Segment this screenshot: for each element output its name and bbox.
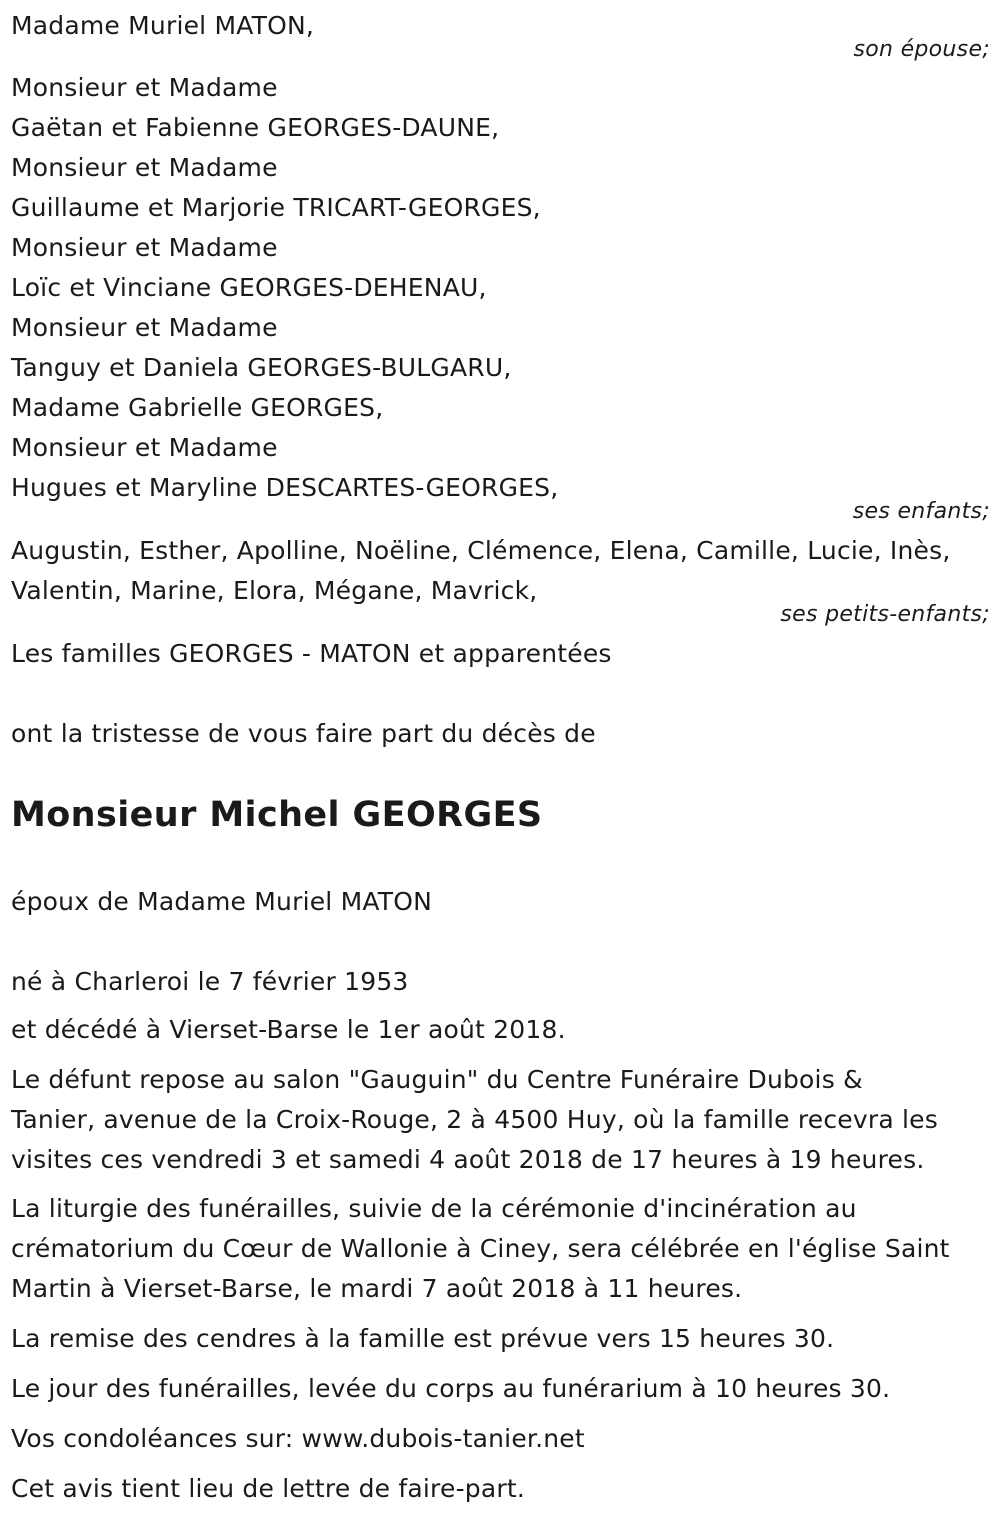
spouse-relation: son épouse; <box>853 37 990 62</box>
death-line: et décédé à Vierset-Barse le 1er août 2018. <box>11 1015 566 1044</box>
announcement: ont la tristesse de vous faire part du décès de <box>11 719 596 748</box>
families-line: Les familles GEORGES - MATON et apparentées <box>11 639 612 668</box>
ashes-line: La remise des cendres à la famille est prévue vers 15 heures 30. <box>11 1324 835 1353</box>
children-line: Monsieur et Madame <box>11 313 278 342</box>
grandchildren-line: Valentin, Marine, Elora, Mégane, Mavrick, <box>11 576 538 605</box>
viewing-paragraph-line: Tanier, avenue de la Croix-Rouge, 2 à 4500 Huy, où la famille recevra les <box>11 1105 938 1134</box>
grandchildren-relation: ses petits-enfants; <box>780 602 990 627</box>
children-line: Monsieur et Madame <box>11 233 278 262</box>
children-line: Gaëtan et Fabienne GEORGES-DAUNE, <box>11 113 500 142</box>
spouse-of: époux de Madame Muriel MATON <box>11 887 432 916</box>
children-line: Monsieur et Madame <box>11 153 278 182</box>
condolences-line: Vos condoléances sur: www.dubois-tanier.net <box>11 1424 585 1453</box>
viewing-paragraph-line: Le défunt repose au salon "Gauguin" du Centre Funéraire Dubois & <box>11 1065 863 1094</box>
closing-line: Cet avis tient lieu de lettre de faire-part. <box>11 1474 526 1503</box>
children-line: Hugues et Maryline DESCARTES-GEORGES, <box>11 473 559 502</box>
children-relation: ses enfants; <box>852 499 990 524</box>
spouse-name: Madame Muriel MATON, <box>11 11 314 40</box>
funeral-paragraph-line: crématorium du Cœur de Wallonie à Ciney, sera célébrée en l'église Saint <box>11 1234 950 1263</box>
children-line: Tanguy et Daniela GEORGES-BULGARU, <box>11 353 512 382</box>
funeral-paragraph-line: Martin à Vierset-Barse, le mardi 7 août 2018 à 11 heures. <box>11 1274 743 1303</box>
children-line: Guillaume et Marjorie TRICART-GEORGES, <box>11 193 541 222</box>
birth-line: né à Charleroi le 7 février 1953 <box>11 967 409 996</box>
children-line: Madame Gabrielle GEORGES, <box>11 393 384 422</box>
children-line: Loïc et Vinciane GEORGES-DEHENAU, <box>11 273 487 302</box>
funeral-paragraph-line: La liturgie des funérailles, suivie de la cérémonie d'incinération au <box>11 1194 857 1223</box>
children-line: Monsieur et Madame <box>11 433 278 462</box>
children-line: Monsieur et Madame <box>11 73 278 102</box>
grandchildren-line: Augustin, Esther, Apolline, Noëline, Clémence, Elena, Camille, Lucie, Inès, <box>11 536 951 565</box>
procession-line: Le jour des funérailles, levée du corps au funérarium à 10 heures 30. <box>11 1374 891 1403</box>
deceased-name: Monsieur Michel GEORGES <box>11 795 543 835</box>
viewing-paragraph-line: visites ces vendredi 3 et samedi 4 août 2018 de 17 heures à 19 heures. <box>11 1145 925 1174</box>
